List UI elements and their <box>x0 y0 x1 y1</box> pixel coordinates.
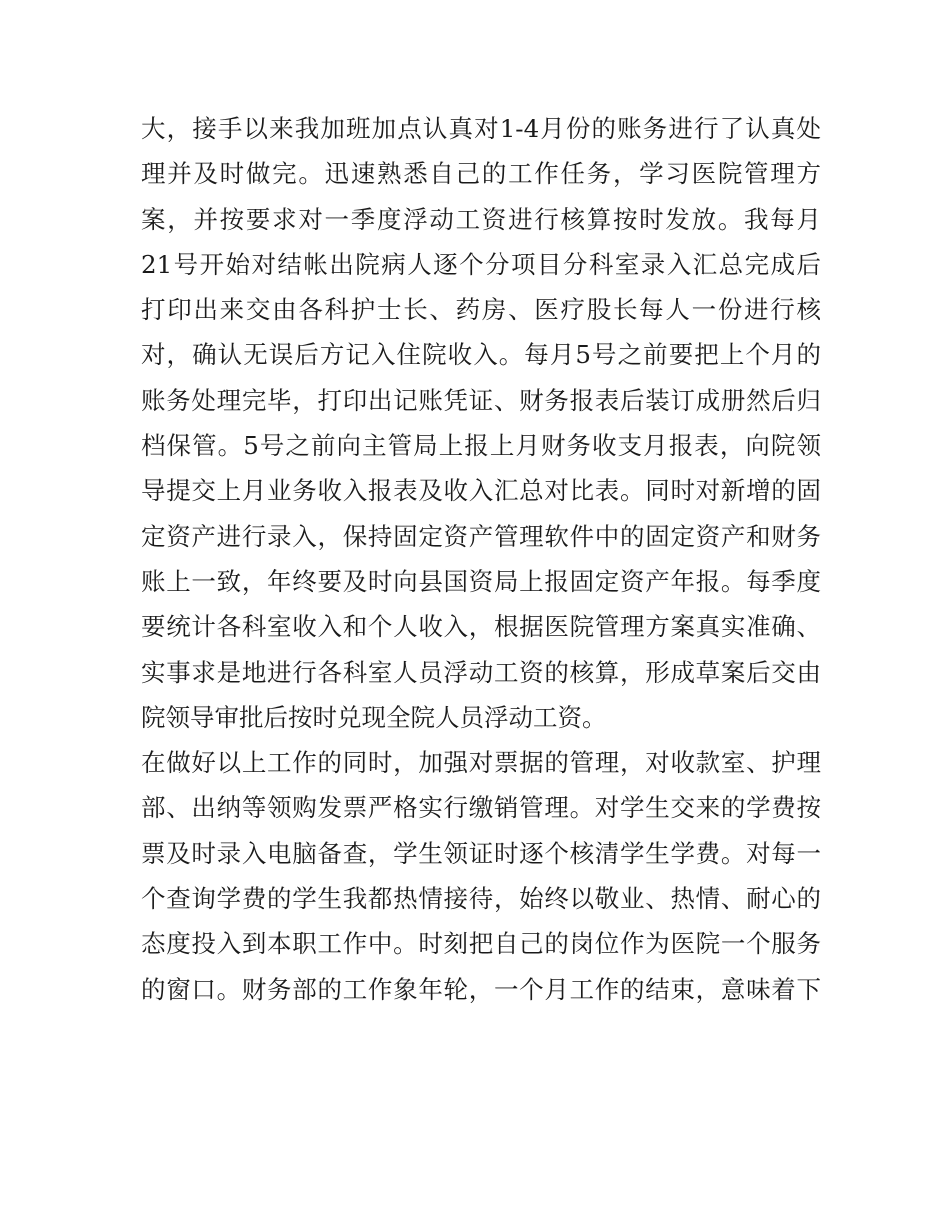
text-line: 个查询学费的学生我都热情接待，始终以敬业、热情、耐心的 <box>141 884 821 914</box>
text-line: 票及时录入电脑备查，学生领证时逐个核清学生学费。对每一 <box>141 838 821 868</box>
text-line: 要统计各科室收入和个人收入，根据医院管理方案真实准确、 <box>141 612 821 642</box>
text-line: 导提交上月业务收入报表及收入汇总对比表。同时对新增的固 <box>141 476 821 506</box>
text-line: 在做好以上工作的同时，加强对票据的管理，对收款室、护理 <box>141 748 821 778</box>
text-line: 账上一致，年终要及时向县国资局上报固定资产年报。每季度 <box>141 566 821 596</box>
text-line: 档保管。5号之前向主管局上报上月财务收支月报表，向院领 <box>141 431 821 461</box>
text-line: 实事求是地进行各科室人员浮动工资的核算，形成草案后交由 <box>141 657 821 687</box>
text-line: 院领导审批后按时兑现全院人员浮动工资。 <box>141 702 607 732</box>
text-line: 21号开始对结帐出院病人逐个分项目分科室录入汇总完成后 <box>141 249 821 279</box>
paragraph-2 <box>141 740 821 1012</box>
text-line: 大，接手以来我加班加点认真对1-4月份的账务进行了认真处 <box>141 114 821 143</box>
text-line: 理并及时做完。迅速熟悉自己的工作任务，学习医院管理方 <box>141 159 821 189</box>
text-line: 对，确认无误后方记入住院收入。每月5号之前要把上个月的 <box>141 340 821 370</box>
text-line: 的窗口。财务部的工作象年轮，一个月工作的结束，意味着下 <box>141 974 821 1004</box>
text-line: 定资产进行录入，保持固定资产管理软件中的固定资产和财务 <box>141 521 821 551</box>
text-line: 部、出纳等领购发票严格实行缴销管理。对学生交来的学费按 <box>141 793 821 823</box>
paragraph-1 <box>141 106 821 740</box>
document-body <box>141 106 821 1012</box>
text-line: 打印出来交由各科护士长、药房、医疗股长每人一份进行核 <box>141 295 821 325</box>
text-line: 案，并按要求对一季度浮动工资进行核算按时发放。我每月 <box>141 204 821 234</box>
text-line: 账务处理完毕，打印出记账凭证、财务报表后装订成册然后归 <box>141 385 821 415</box>
text-line: 态度投入到本职工作中。时刻把自己的岗位作为医院一个服务 <box>141 929 821 959</box>
